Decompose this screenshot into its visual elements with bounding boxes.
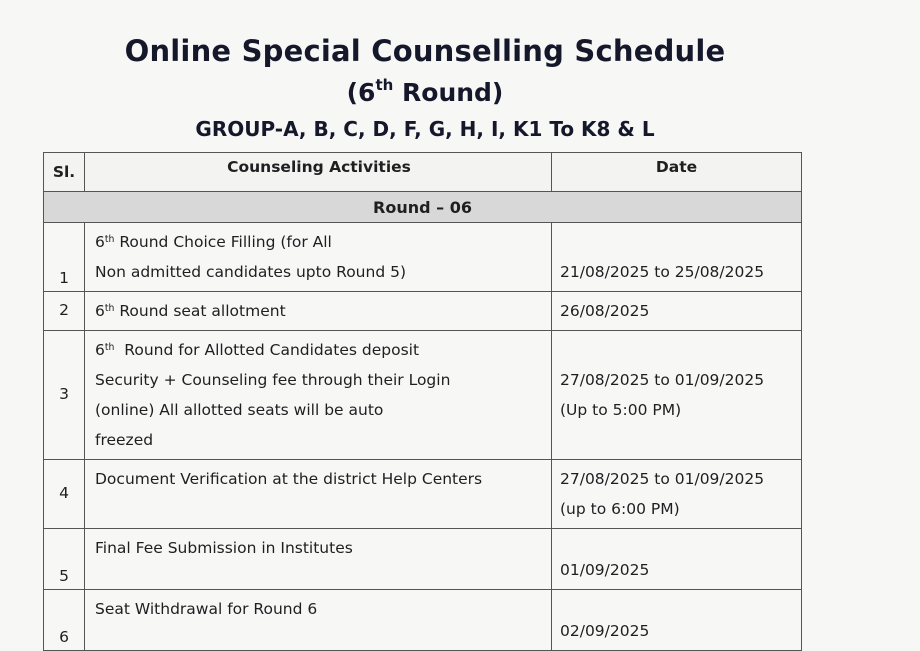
- row-activity: [85, 529, 552, 590]
- row-serial: 1: [44, 223, 85, 292]
- groups-subtitle: GROUP-A, B, C, D, F, G, H, I, K1 To K8 & L: [195, 117, 655, 141]
- date-line: 26/08/2025: [560, 302, 650, 320]
- round-subtitle: [0, 78, 850, 107]
- activity-line: [95, 365, 543, 395]
- column-header-date: Date: [552, 153, 802, 192]
- document-title: Online Special Counselling Schedule: [124, 34, 726, 68]
- activity-text: Round seat allotment: [114, 302, 286, 320]
- date-line: 01/09/2025: [560, 561, 650, 579]
- row-serial: 6: [44, 590, 85, 651]
- column-header-activities: Counseling Activities: [85, 153, 552, 192]
- row-activity: [85, 331, 552, 460]
- activity-line: [95, 335, 543, 365]
- activity-line: [95, 425, 543, 455]
- row-activity: [85, 460, 552, 529]
- round-subtitle-suffix: Round): [393, 78, 504, 107]
- activity-ordinal-number: 6: [95, 302, 105, 320]
- table-header-row: [44, 153, 802, 192]
- activity-ordinal-number: 6: [95, 341, 105, 359]
- activity-line: [95, 227, 543, 257]
- row-date: [552, 223, 802, 292]
- row-date: [552, 331, 802, 460]
- row-date: [552, 590, 802, 651]
- date-line: 21/08/2025 to 25/08/2025: [560, 263, 765, 281]
- row-date: [552, 460, 802, 529]
- activity-text: Document Verification at the district Help Centers: [95, 470, 483, 488]
- activity-text: Seat Withdrawal for Round 6: [95, 600, 318, 618]
- activity-line: [95, 395, 543, 425]
- table-row: [44, 292, 802, 331]
- activity-line: [95, 533, 543, 563]
- date-line: 02/09/2025: [560, 622, 650, 640]
- activity-text: freezed: [95, 431, 154, 449]
- round-subtitle-prefix: (6: [346, 78, 376, 107]
- activity-text: (online) All allotted seats will be auto: [95, 401, 384, 419]
- activity-text: Round for Allotted Candidates deposit: [114, 341, 420, 359]
- date-line: (Up to 5:00 PM): [560, 401, 682, 419]
- activity-line: [95, 257, 543, 287]
- round-subtitle-sup: th: [375, 76, 394, 94]
- row-date: [552, 529, 802, 590]
- column-header-sl: Sl.: [44, 153, 85, 192]
- activity-line: [95, 594, 543, 624]
- activity-text: Non admitted candidates upto Round 5): [95, 263, 406, 281]
- date-line: 27/08/2025 to 01/09/2025: [560, 371, 765, 389]
- activity-ordinal-number: 6: [95, 233, 105, 251]
- table-row: [44, 590, 802, 651]
- row-serial: 2: [44, 292, 85, 331]
- row-activity: [85, 223, 552, 292]
- activity-ordinal-suffix: th: [104, 234, 115, 245]
- activity-line: [95, 464, 543, 494]
- table-row: [44, 223, 802, 292]
- section-row: [44, 192, 802, 223]
- table-row: [44, 331, 802, 460]
- row-serial: 5: [44, 529, 85, 590]
- activity-line: [95, 296, 543, 326]
- row-serial: 4: [44, 460, 85, 529]
- row-date: [552, 292, 802, 331]
- date-line: 27/08/2025 to 01/09/2025: [560, 470, 765, 488]
- activity-text: Security + Counseling fee through their Login: [95, 371, 451, 389]
- table-row: [44, 529, 802, 590]
- date-line: (up to 6:00 PM): [560, 500, 680, 518]
- table-row: [44, 460, 802, 529]
- activity-text: Final Fee Submission in Institutes: [95, 539, 353, 557]
- row-serial: 3: [44, 331, 85, 460]
- section-label: Round – 06: [44, 192, 802, 223]
- activity-text: Round Choice Filling (for All: [114, 233, 332, 251]
- row-activity: [85, 590, 552, 651]
- schedule-table: [43, 152, 802, 651]
- activity-ordinal-suffix: th: [104, 303, 115, 314]
- row-activity: [85, 292, 552, 331]
- activity-ordinal-suffix: th: [104, 342, 115, 353]
